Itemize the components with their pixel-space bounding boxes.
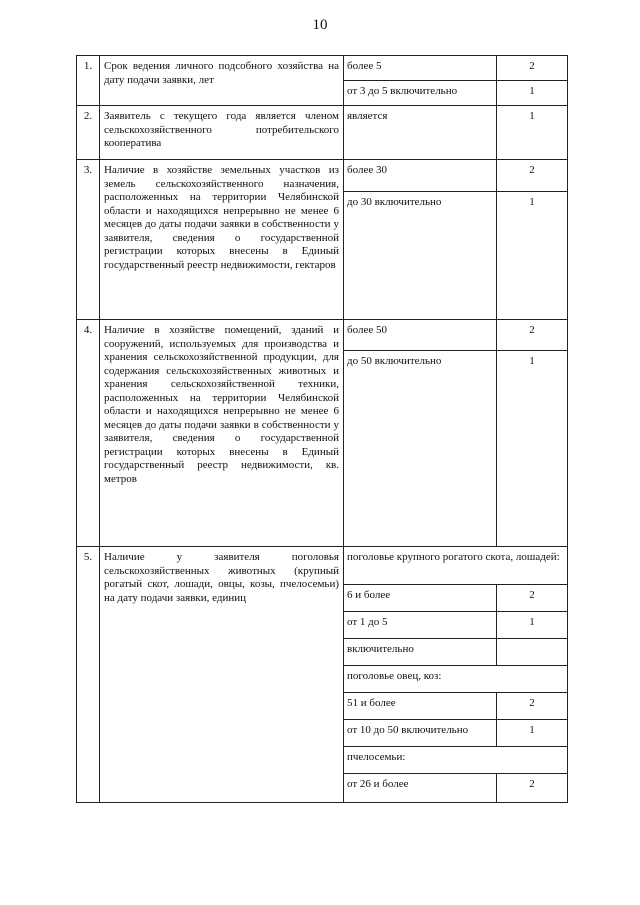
condition-cell: более 50 — [344, 320, 497, 351]
table-row — [77, 547, 568, 585]
livestock-group-header: поголовье овец, коз: — [344, 666, 568, 693]
criterion-description: Заявитель с текущего года является членом сельскохозяйственного потребительского кооператива — [100, 106, 344, 160]
condition-cell: от 10 до 50 включительно — [344, 720, 497, 747]
score-cell: 2 — [497, 585, 568, 612]
score-cell — [497, 639, 568, 666]
criterion-description: Наличие в хозяйстве земельных участков из земель сельскохозяйственного назначения, расположенных на территории Челябинской области и находящихся непрерывно не менее 6 месяцев до даты подачи заявки в собственности у заявителя, сведения о государственной регистрации которых внесены в Единый государственный реестр недвижимости, гектаров — [100, 160, 344, 320]
row-number: 2. — [77, 106, 100, 160]
score-cell: 2 — [497, 56, 568, 81]
row-number: 1. — [77, 56, 100, 106]
condition-cell: является — [344, 106, 497, 160]
score-cell: 1 — [497, 106, 568, 160]
condition-cell: включительно — [344, 639, 497, 666]
condition-cell: до 50 включительно — [344, 351, 497, 547]
score-cell: 2 — [497, 693, 568, 720]
livestock-group-header: поголовье крупного рогатого скота, лошадей: — [344, 547, 568, 585]
score-cell: 1 — [497, 612, 568, 639]
table-row — [77, 320, 568, 351]
score-cell: 1 — [497, 81, 568, 106]
table-row — [77, 160, 568, 192]
score-cell: 1 — [497, 192, 568, 320]
criterion-description: Срок ведения личного подсобного хозяйства на дату подачи заявки, лет — [100, 56, 344, 106]
criteria-table — [76, 55, 568, 803]
score-cell: 2 — [497, 774, 568, 803]
livestock-group-header: пчелосемьи: — [344, 747, 568, 774]
condition-cell: от 26 и более — [344, 774, 497, 803]
score-cell: 1 — [497, 720, 568, 747]
condition-cell: 51 и более — [344, 693, 497, 720]
score-cell: 2 — [497, 320, 568, 351]
condition-cell: от 1 до 5 — [344, 612, 497, 639]
criterion-description: Наличие в хозяйстве помещений, зданий и сооружений, используемых для производства и хранения сельскохозяйственной продукции, для содержания сельскохозяйственных животных и хранения сельскохозяйственной техники, расположенных на территории Челябинской области и находящихся непрерывно не менее 6 месяцев до даты подачи заявки в собственности у заявителя, сведения о государственной регистрации которых внесены в Единый государственный реестр недвижимости, кв. метров — [100, 320, 344, 547]
condition-cell: более 30 — [344, 160, 497, 192]
condition-cell: от 3 до 5 включительно — [344, 81, 497, 106]
score-cell: 1 — [497, 351, 568, 547]
table-row — [77, 106, 568, 160]
row-number: 3. — [77, 160, 100, 320]
table-row — [77, 56, 568, 81]
criterion-description: Наличие у заявителя поголовья сельскохозяйственных животных (крупный рогатый скот, лошади, овцы, козы, пчелосемьи) на дату подачи заявки, единиц — [100, 547, 344, 803]
row-number: 4. — [77, 320, 100, 547]
row-number: 5. — [77, 547, 100, 803]
condition-cell: до 30 включительно — [344, 192, 497, 320]
condition-cell: более 5 — [344, 56, 497, 81]
condition-cell: 6 и более — [344, 585, 497, 612]
page-number: 10 — [312, 17, 328, 33]
score-cell: 2 — [497, 160, 568, 192]
